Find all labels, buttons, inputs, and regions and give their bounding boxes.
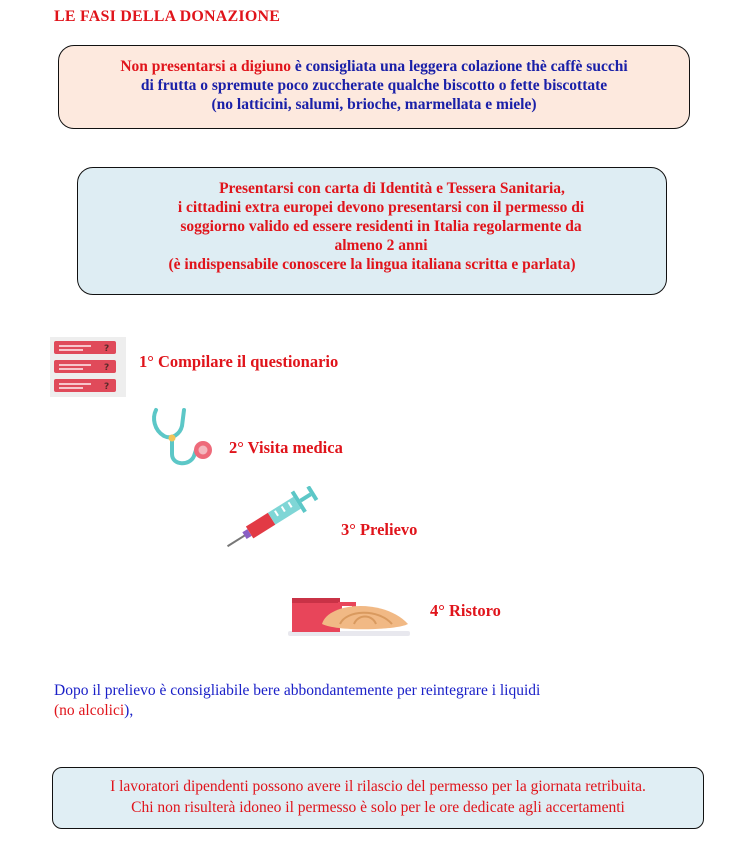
syringe-icon (218, 486, 328, 552)
step-1-label: 1° Compilare il questionario (139, 352, 339, 371)
after-donation-note (54, 681, 540, 721)
step-2-label: 2° Visita medica (229, 438, 343, 457)
step-4-label: 4° Ristoro (430, 601, 501, 620)
after-line-2-end: ), (124, 702, 134, 719)
advice-line-2: di frutta o spremute poco zuccherate qualche biscotto o fette biscottate (140, 77, 608, 94)
breakfast-icon (288, 594, 412, 640)
workers-permit-box (52, 767, 704, 829)
svg-text:?: ? (104, 363, 110, 373)
requirements-line-2: i cittadini extra europei devono presentarsi con il permesso di (177, 199, 585, 216)
breakfast-advice-box (58, 45, 690, 129)
requirements-line-1: Presentarsi con carta di Identità e Tessera Sanitaria, (219, 180, 565, 197)
advice-line-3: (no latticini, salumi, brioche, marmellata e miele) (211, 96, 537, 113)
questionnaire-icon (50, 337, 128, 399)
advice-line-1-rest: è consigliata una leggera colazione thè caffè succhi (291, 58, 628, 75)
requirements-line-5: (è indispensabile conoscere la lingua italiana scritta e parlata) (168, 256, 576, 273)
after-line-2 (54, 701, 540, 721)
stethoscope-icon (150, 404, 218, 470)
after-line-2-paren: (no alcolici (54, 702, 125, 719)
requirements-line-3: soggiorno valido ed essere residenti in Italia regolarmente da (180, 218, 582, 235)
page-title: LE FASI DELLA DONAZIONE (54, 8, 281, 25)
svg-text:?: ? (104, 382, 110, 392)
after-line-1: Dopo il prelievo è consigliabile bere abbondantemente per reintegrare i liquidi (54, 682, 541, 699)
permit-line-1: I lavoratori dipendenti possono avere il rilascio del permesso per la giornata retribuita. (110, 778, 646, 795)
documents-requirements-box (77, 167, 667, 295)
advice-line-1 (59, 57, 689, 76)
step-3-label: 3° Prelievo (341, 520, 418, 539)
requirements-line-4: almeno 2 anni (334, 237, 428, 254)
svg-text:?: ? (104, 344, 110, 354)
permit-line-2: Chi non risulterà idoneo il permesso è solo per le ore dedicate agli accertamenti (131, 799, 625, 816)
advice-lead: Non presentarsi a digiuno (120, 58, 292, 75)
